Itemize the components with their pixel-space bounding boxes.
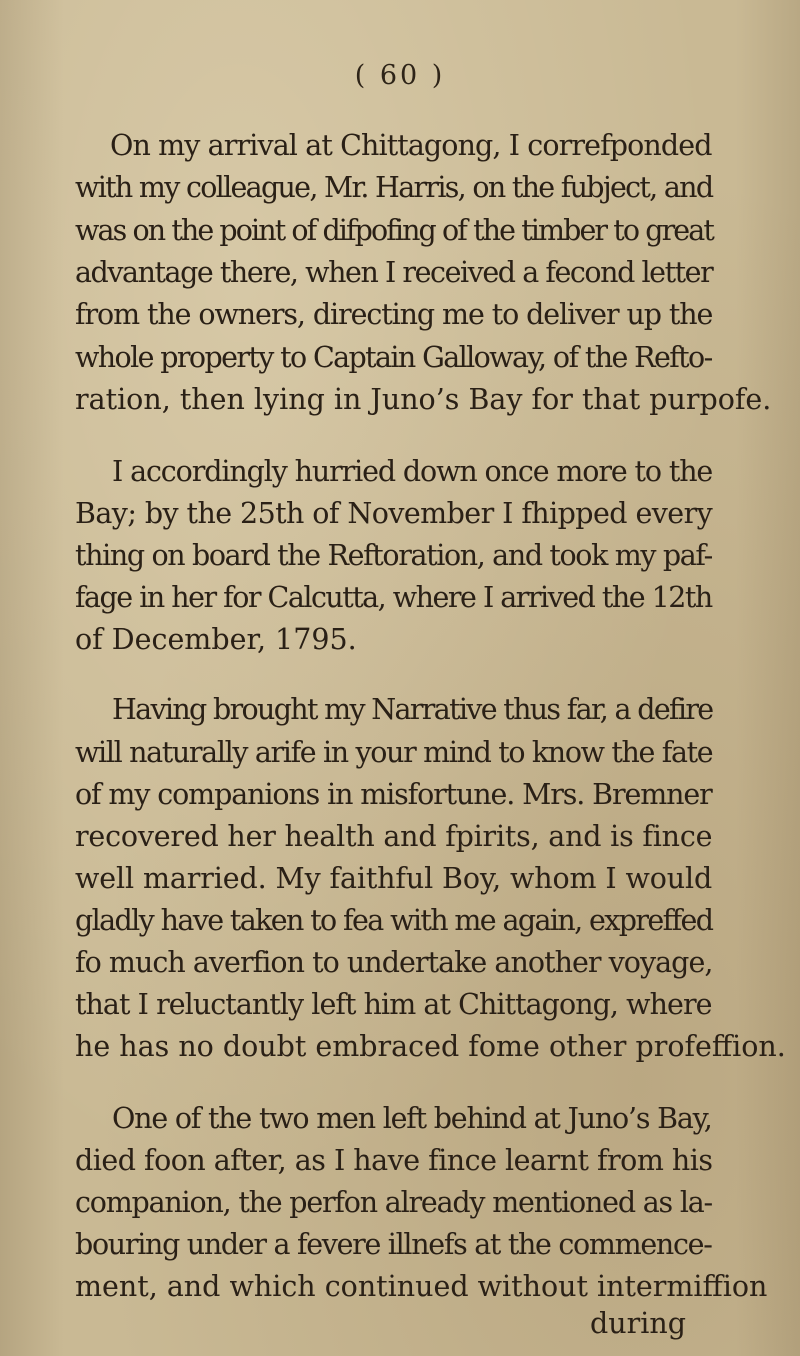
text-line: fage in her for Calcutta, where I arrived the 12th (75, 581, 712, 614)
text-line: I accordingly hurried down once more to the (112, 455, 713, 488)
text-line: that I reluctantly left him at Chittagong, where (75, 988, 712, 1021)
text-line: fo much averfion to undertake another voyage, (75, 946, 713, 979)
text-line: from the owners, directing me to deliver up the (75, 298, 713, 331)
text-line: of December, 1795. (75, 623, 357, 656)
text-line: Having brought my Narrative thus far, a defire (112, 693, 713, 726)
text-line: was on the point of difpofing of the timber to great (75, 214, 713, 247)
text-line: well married. My faithful Boy, whom I would (75, 862, 713, 895)
text-line: he has no doubt embraced fome other profeffion. (75, 1030, 786, 1063)
catchword: during (590, 1307, 686, 1340)
text-line: recovered her health and fpirits, and is fince (75, 820, 713, 853)
text-line: advantage there, when I received a fecond letter (75, 256, 713, 289)
text-line: ment, and which continued without intermiffion (75, 1270, 768, 1303)
page-number: ( 60 ) (354, 60, 446, 91)
text-line: of my companions in misfortune. Mrs. Bremner (75, 778, 712, 811)
text-line: gladly have taken to fea with me again, expreffed (75, 904, 713, 937)
text-line: ration, then lying in Juno’s Bay for that purpofe. (75, 383, 772, 416)
text-line: will naturally arife in your mind to know the fate (75, 736, 713, 769)
text-line: whole property to Captain Galloway, of the Refto- (75, 341, 712, 374)
text-line: died foon after, as I have fince learnt from his (75, 1144, 713, 1177)
text-line: One of the two men left behind at Juno’s Bay, (112, 1102, 712, 1135)
text-line: On my arrival at Chittagong, I correfponded (110, 129, 712, 162)
text-line: Bay; by the 25th of November I fhipped every (75, 497, 713, 530)
text-line: bouring under a fevere illnefs at the commence- (75, 1228, 712, 1261)
text-line: with my colleague, Mr. Harris, on the fubject, and (75, 171, 713, 204)
text-line: thing on board the Reftoration, and took my paf- (75, 539, 712, 572)
text-line: companion, the perfon already mentioned as la- (75, 1186, 712, 1219)
